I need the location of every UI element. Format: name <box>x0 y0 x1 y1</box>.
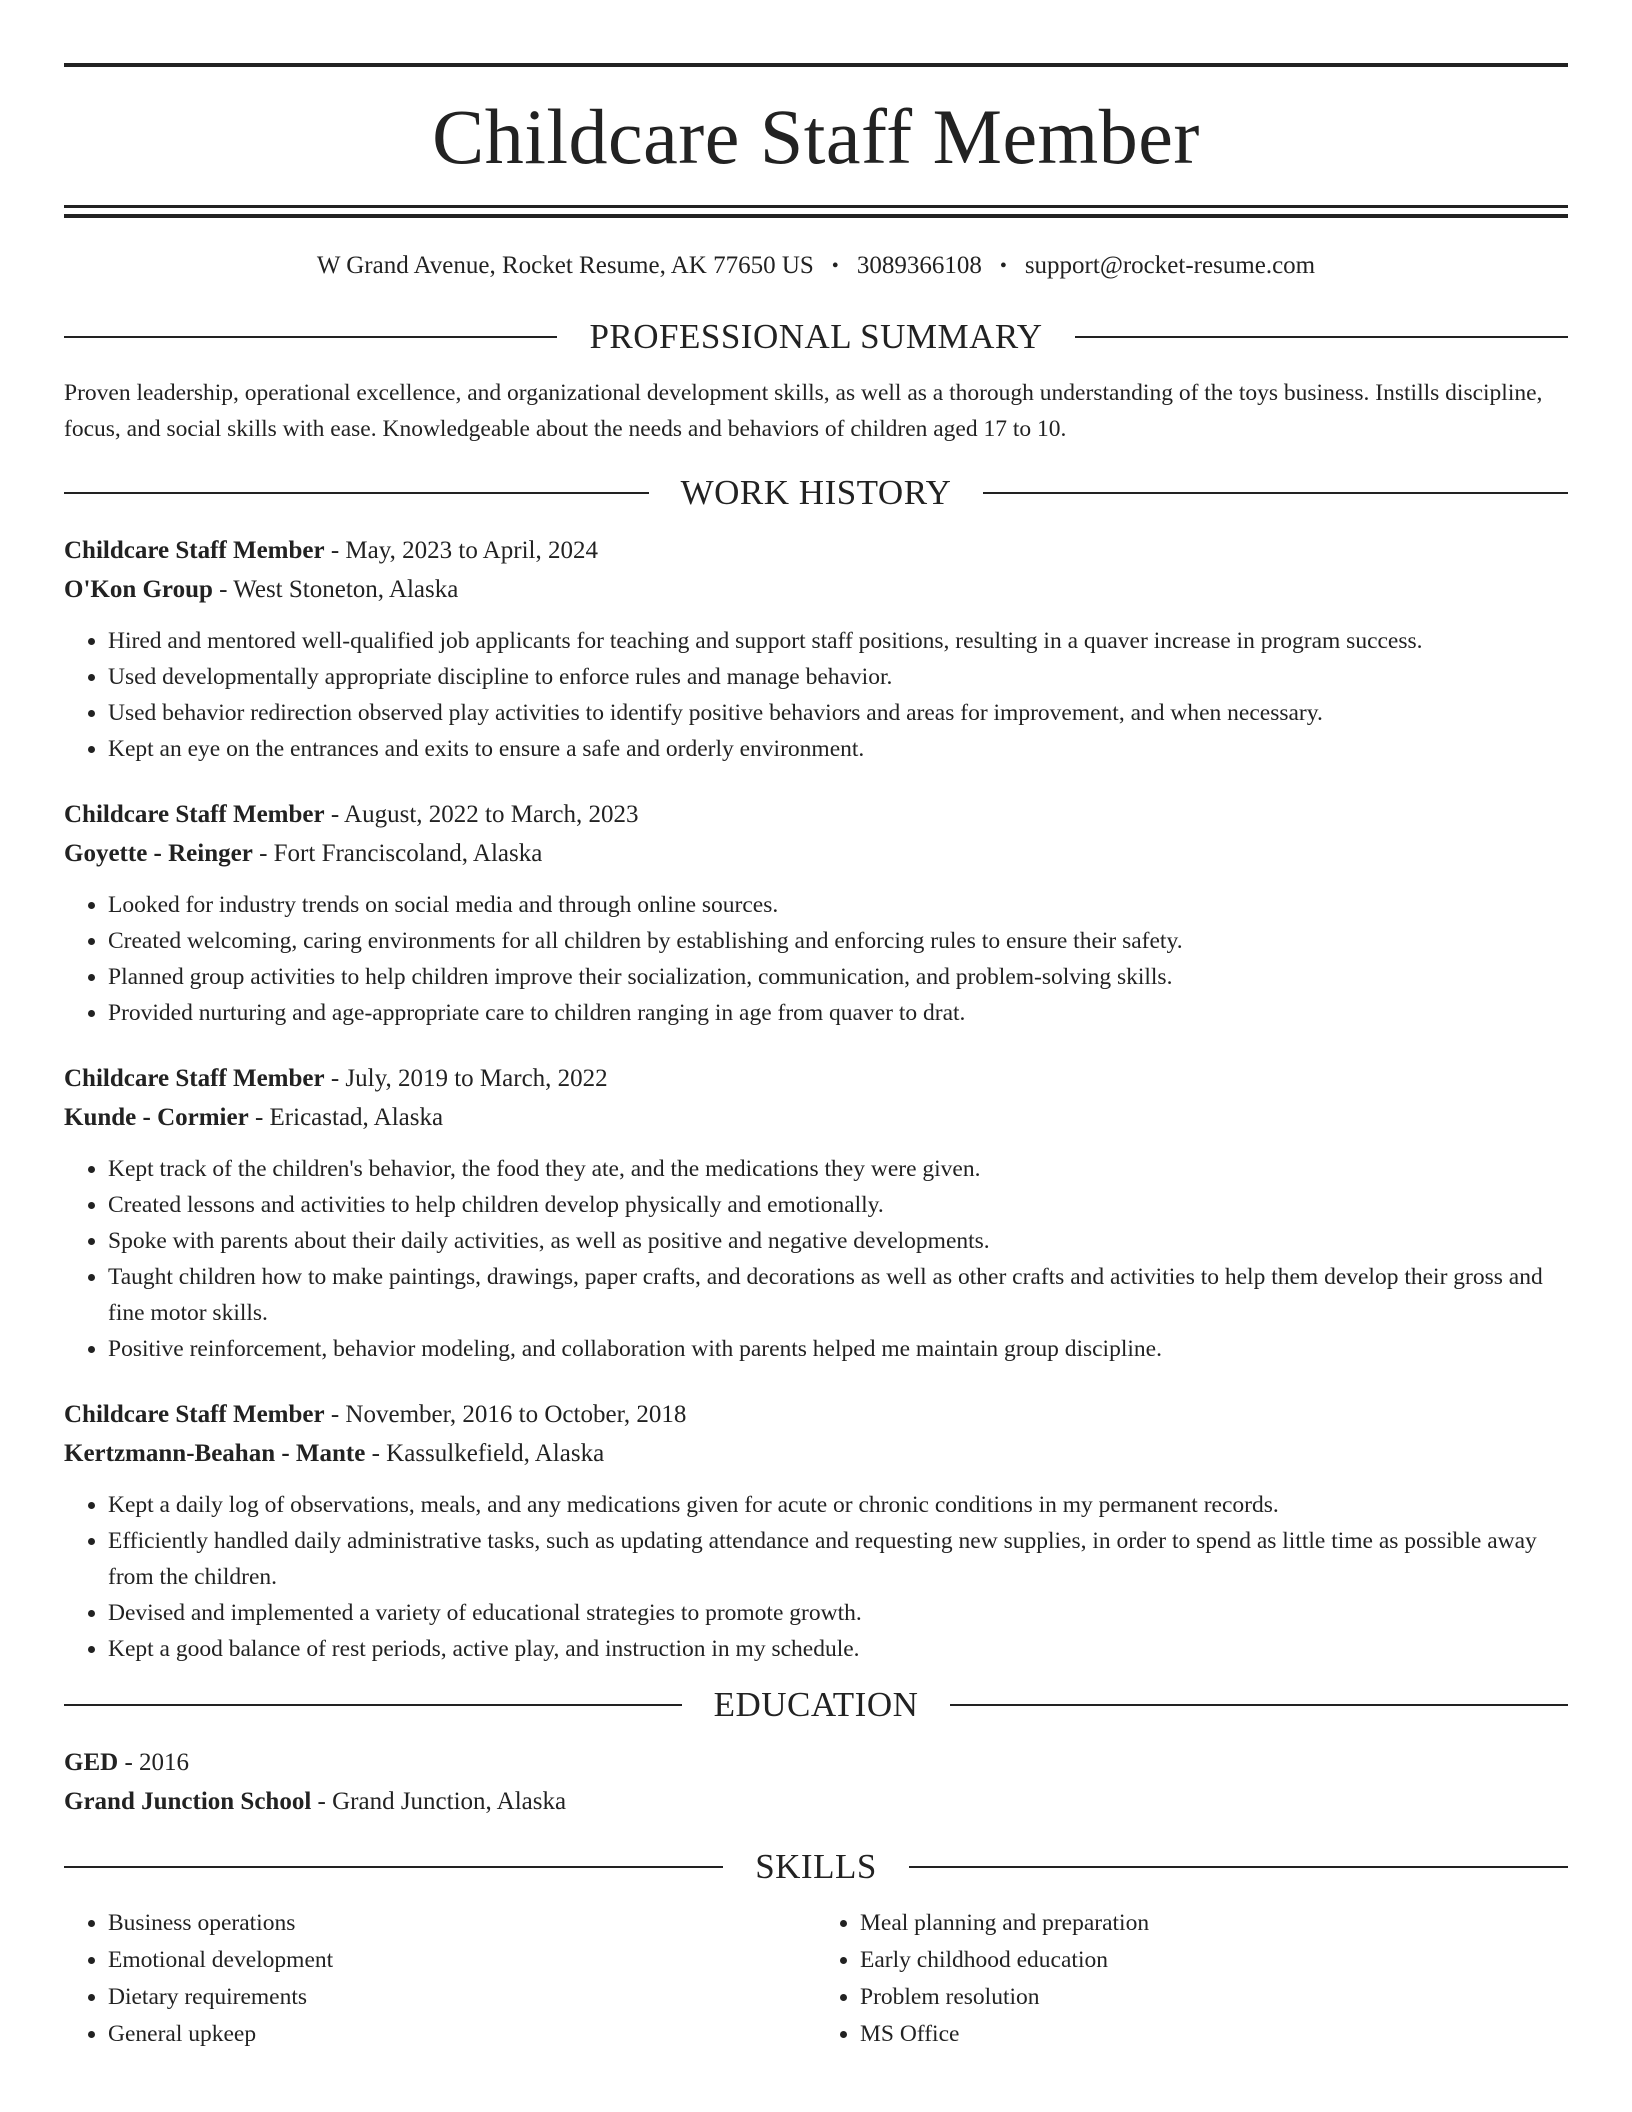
education-location: - Grand Junction, Alaska <box>311 1788 567 1815</box>
skill-item: • Early childhood education <box>860 1942 1568 1979</box>
list-item: • Used developmentally appropriate discipline to enforce rules and manage behavior. <box>108 659 1568 695</box>
job-role: Childcare Staff Member <box>64 1401 325 1428</box>
resume-page <box>64 0 1568 2053</box>
list-item: • Positive reinforcement, behavior modeling, and collaboration with parents helped me maintain group discipline. <box>108 1331 1568 1367</box>
list-item: • Efficiently handled daily administrative tasks, such as updating attendance and requesting new supplies, in order to spend as little time as possible away from the children. <box>108 1523 1568 1595</box>
job-dates: - July, 2019 to March, 2022 <box>324 1065 608 1092</box>
section-rule <box>983 492 1568 494</box>
job-company: O'Kon Group <box>64 576 213 603</box>
job-role: Childcare Staff Member <box>64 1065 325 1092</box>
section-rule <box>1075 336 1568 338</box>
list-item: • Planned group activities to help children improve their socialization, communication, and problem-solving skills. <box>108 959 1568 995</box>
job-title-line <box>64 531 1568 570</box>
job-title-line <box>64 1059 1568 1098</box>
skill-item: • Problem resolution <box>860 1979 1568 2016</box>
job-entry <box>64 531 1568 767</box>
job-location: - Kassulkefield, Alaska <box>365 1440 605 1467</box>
section-rule <box>909 1866 1568 1868</box>
job-company-line <box>64 1098 1568 1137</box>
list-item: • Created welcoming, caring environments for all children by establishing and enforcing rules to ensure their safety. <box>108 923 1568 959</box>
resume-name: Childcare Staff Member <box>432 93 1200 180</box>
education-year: - 2016 <box>118 1749 190 1776</box>
summary-text: Proven leadership, operational excellence, and organizational development skills, as well as a thorough understanding of the toys business. Instills discipline, focus, and social skills with ease. Knowledgeable about the needs and behaviors of children aged 17 to 10. <box>64 380 1543 442</box>
job-role: Childcare Staff Member <box>64 537 325 564</box>
skill-item: • MS Office <box>860 2016 1568 2053</box>
job-entry <box>64 795 1568 1031</box>
job-dates: - November, 2016 to October, 2018 <box>324 1401 687 1428</box>
job-entry <box>64 1395 1568 1667</box>
section-header-summary <box>64 317 1568 357</box>
list-item: • Kept an eye on the entrances and exits to ensure a safe and orderly environment. <box>108 731 1568 767</box>
education-entry <box>64 1743 1568 1821</box>
list-item: • Spoke with parents about their daily activities, as well as positive and negative developments. <box>108 1223 1568 1259</box>
section-rule <box>64 336 557 338</box>
bullet-separator: • <box>831 255 839 277</box>
section-rule <box>64 1704 682 1706</box>
list-item: • Provided nurturing and age-appropriate care to children ranging in age from quaver to drat. <box>108 995 1568 1031</box>
phone: 3089366108 <box>856 252 982 279</box>
skill-item: • Emotional development <box>108 1942 816 1979</box>
job-bullets <box>64 1487 1568 1667</box>
skills-columns <box>64 1905 1568 2053</box>
list-item: • Hired and mentored well-qualified job applicants for teaching and support staff positions, resulting in a quaver increase in program success. <box>108 623 1568 659</box>
section-rule <box>64 1866 723 1868</box>
section-title: WORK HISTORY <box>680 473 952 512</box>
list-item: • Taught children how to make paintings, drawings, paper crafts, and decorations as well as other crafts and activities to help them develop their gross and fine motor skills. <box>108 1259 1568 1331</box>
email: support@rocket-resume.com <box>1024 252 1316 279</box>
contact-line <box>64 249 1568 283</box>
list-item: • Kept track of the children's behavior, the food they ate, and the medications they were given. <box>108 1151 1568 1187</box>
education-degree-line <box>64 1743 1568 1782</box>
section-rule <box>64 492 649 494</box>
list-item: • Devised and implemented a variety of educational strategies to promote growth. <box>108 1595 1568 1631</box>
job-bullets <box>64 623 1568 767</box>
education-school: Grand Junction School <box>64 1788 312 1815</box>
section-header-work-history <box>64 473 1568 513</box>
job-company: Kertzmann-Beahan - Mante <box>64 1440 366 1467</box>
job-company-line <box>64 834 1568 873</box>
education-school-line <box>64 1782 1568 1821</box>
list-item: • Created lessons and activities to help children develop physically and emotionally. <box>108 1187 1568 1223</box>
skill-item: • Business operations <box>108 1905 816 1942</box>
job-company: Goyette - Reinger <box>64 840 253 867</box>
job-location: - West Stoneton, Alaska <box>212 576 459 603</box>
top-rule <box>64 63 1568 67</box>
job-title-line <box>64 1395 1568 1434</box>
list-item: • Used behavior redirection observed play activities to identify positive behaviors and areas for improvement, and when necessary. <box>108 695 1568 731</box>
education-degree: GED <box>64 1749 119 1776</box>
header-double-rule <box>64 205 1568 218</box>
job-dates: - May, 2023 to April, 2024 <box>324 537 598 564</box>
skills-list-right <box>816 1905 1568 2053</box>
job-entry <box>64 1059 1568 1367</box>
list-item: • Kept a good balance of rest periods, active play, and instruction in my schedule. <box>108 1631 1568 1667</box>
section-title: PROFESSIONAL SUMMARY <box>589 317 1043 356</box>
section-rule <box>950 1704 1568 1706</box>
skills-list-left <box>64 1905 816 2053</box>
job-bullets <box>64 1151 1568 1367</box>
job-bullets <box>64 887 1568 1031</box>
skill-item: • Dietary requirements <box>108 1979 816 2016</box>
skill-item: • General upkeep <box>108 2016 816 2053</box>
job-dates: - August, 2022 to March, 2023 <box>324 801 639 828</box>
section-title: EDUCATION <box>713 1685 919 1724</box>
job-location: - Fort Franciscoland, Alaska <box>252 840 543 867</box>
job-role: Childcare Staff Member <box>64 801 325 828</box>
job-title-line <box>64 795 1568 834</box>
section-header-education <box>64 1685 1568 1725</box>
bullet-separator: • <box>999 255 1007 277</box>
job-company-line <box>64 1434 1568 1473</box>
list-item: • Looked for industry trends on social media and through online sources. <box>108 887 1568 923</box>
list-item: • Kept a daily log of observations, meals, and any medications given for acute or chronic conditions in my permanent records. <box>108 1487 1568 1523</box>
job-company: Kunde - Cormier <box>64 1104 249 1131</box>
job-location: - Ericastad, Alaska <box>248 1104 444 1131</box>
job-company-line <box>64 570 1568 609</box>
skill-item: • Meal planning and preparation <box>860 1905 1568 1942</box>
section-header-skills <box>64 1847 1568 1887</box>
address: W Grand Avenue, Rocket Resume, AK 77650 US <box>316 252 814 279</box>
section-title: SKILLS <box>755 1847 877 1886</box>
